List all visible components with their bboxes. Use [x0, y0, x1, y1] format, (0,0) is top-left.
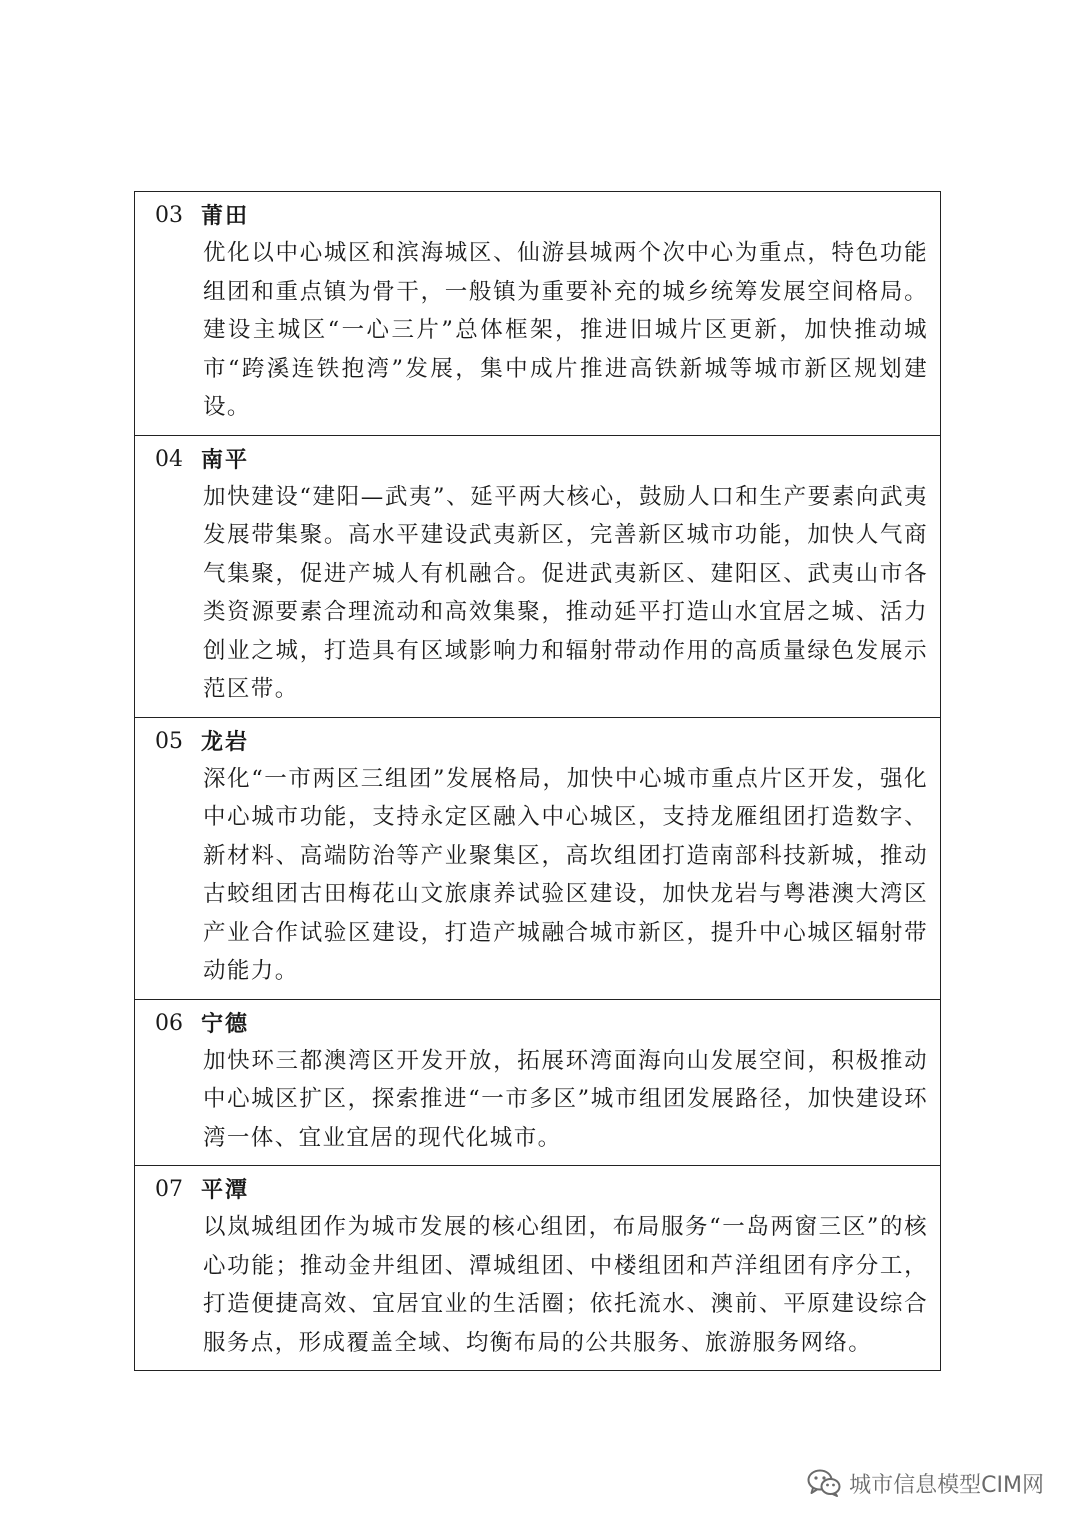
entry-description: 深化“一市两区三组团”发展格局，加快中心城市重点片区开发，强化中心城市功能，支持永定区融入中心城区，支持龙雁组团打造数字、新材料、高端防治等产业聚集区，高坎组团打造南部科技新城，推动古蛟组团古田梅花山文旅康养试验区建设，加快龙岩与粤港澳大湾区产业合作试验区建设，打造产城融合城市新区，提升中心城区辐射带动能力。 — [203, 765, 928, 984]
entry-city-name: 龙岩 — [201, 728, 250, 755]
entry-number: 07 — [155, 1177, 183, 1202]
entry-header — [155, 198, 928, 234]
entry-pingtan — [135, 1165, 940, 1370]
entry-ningde — [135, 999, 940, 1166]
entry-number: 05 — [155, 728, 183, 754]
entry-number: 04 — [155, 446, 183, 472]
wechat-icon — [807, 1469, 841, 1497]
entry-header — [155, 724, 928, 760]
entry-city-name: 宁德 — [201, 1010, 250, 1037]
entry-city-name: 平潭 — [201, 1177, 250, 1203]
entry-header — [155, 1006, 928, 1042]
entry-city-name: 莆田 — [201, 203, 250, 229]
entry-city-name: 南平 — [201, 446, 250, 473]
entry-number: 06 — [155, 1010, 183, 1036]
entry-number: 03 — [155, 203, 183, 228]
entry-nanping — [135, 435, 940, 717]
entry-description: 加快建设“建阳—武夷”、延平两大核心，鼓励人口和生产要素向武夷发展带集聚。高水平建设武夷新区，完善新区城市功能，加快人气商气集聚，促进产城人有机融合。促进武夷新区、建阳区、武夷山市各类资源要素合理流动和高效集聚，推动延平打造山水宜居之城、活力创业之城，打造具有区域影响力和辐射带动作用的高质量绿色发展示范区带。 — [203, 483, 928, 702]
entry-header — [155, 1172, 928, 1208]
entry-description: 加快环三都澳湾区开发开放，拓展环湾面海向山发展空间，积极推动中心城区扩区，探索推进“一市多区”城市组团发展路径，加快建设环湾一体、宜业宜居的现代化城市。 — [203, 1047, 928, 1151]
watermark — [807, 1465, 1044, 1501]
entry-putian — [135, 192, 940, 435]
entry-description: 优化以中心城区和滨海城区、仙游县城两个次中心为重点，特色功能组团和重点镇为骨干，一般镇为重要补充的城乡统筹发展空间格局。建设主城区“一心三片”总体框架，推进旧城片区更新，加快推动城市“跨溪连铁抱湾”发展，集中成片推进高铁新城等城市新区规划建设。 — [203, 240, 928, 420]
planning-table — [134, 191, 941, 1371]
entry-longyan — [135, 717, 940, 999]
entry-header — [155, 442, 928, 478]
entry-description: 以岚城组团作为城市发展的核心组团，布局服务“一岛两窗三区”的核心功能；推动金井组团、潭城组团、中楼组团和芦洋组团有序分工，打造便捷高效、宜居宜业的生活圈；依托流水、澳前、平原建设综合服务点，形成覆盖全域、均衡布局的公共服务、旅游服务网络。 — [203, 1214, 928, 1356]
watermark-text: 城市信息模型CIM网 — [849, 1472, 1044, 1498]
